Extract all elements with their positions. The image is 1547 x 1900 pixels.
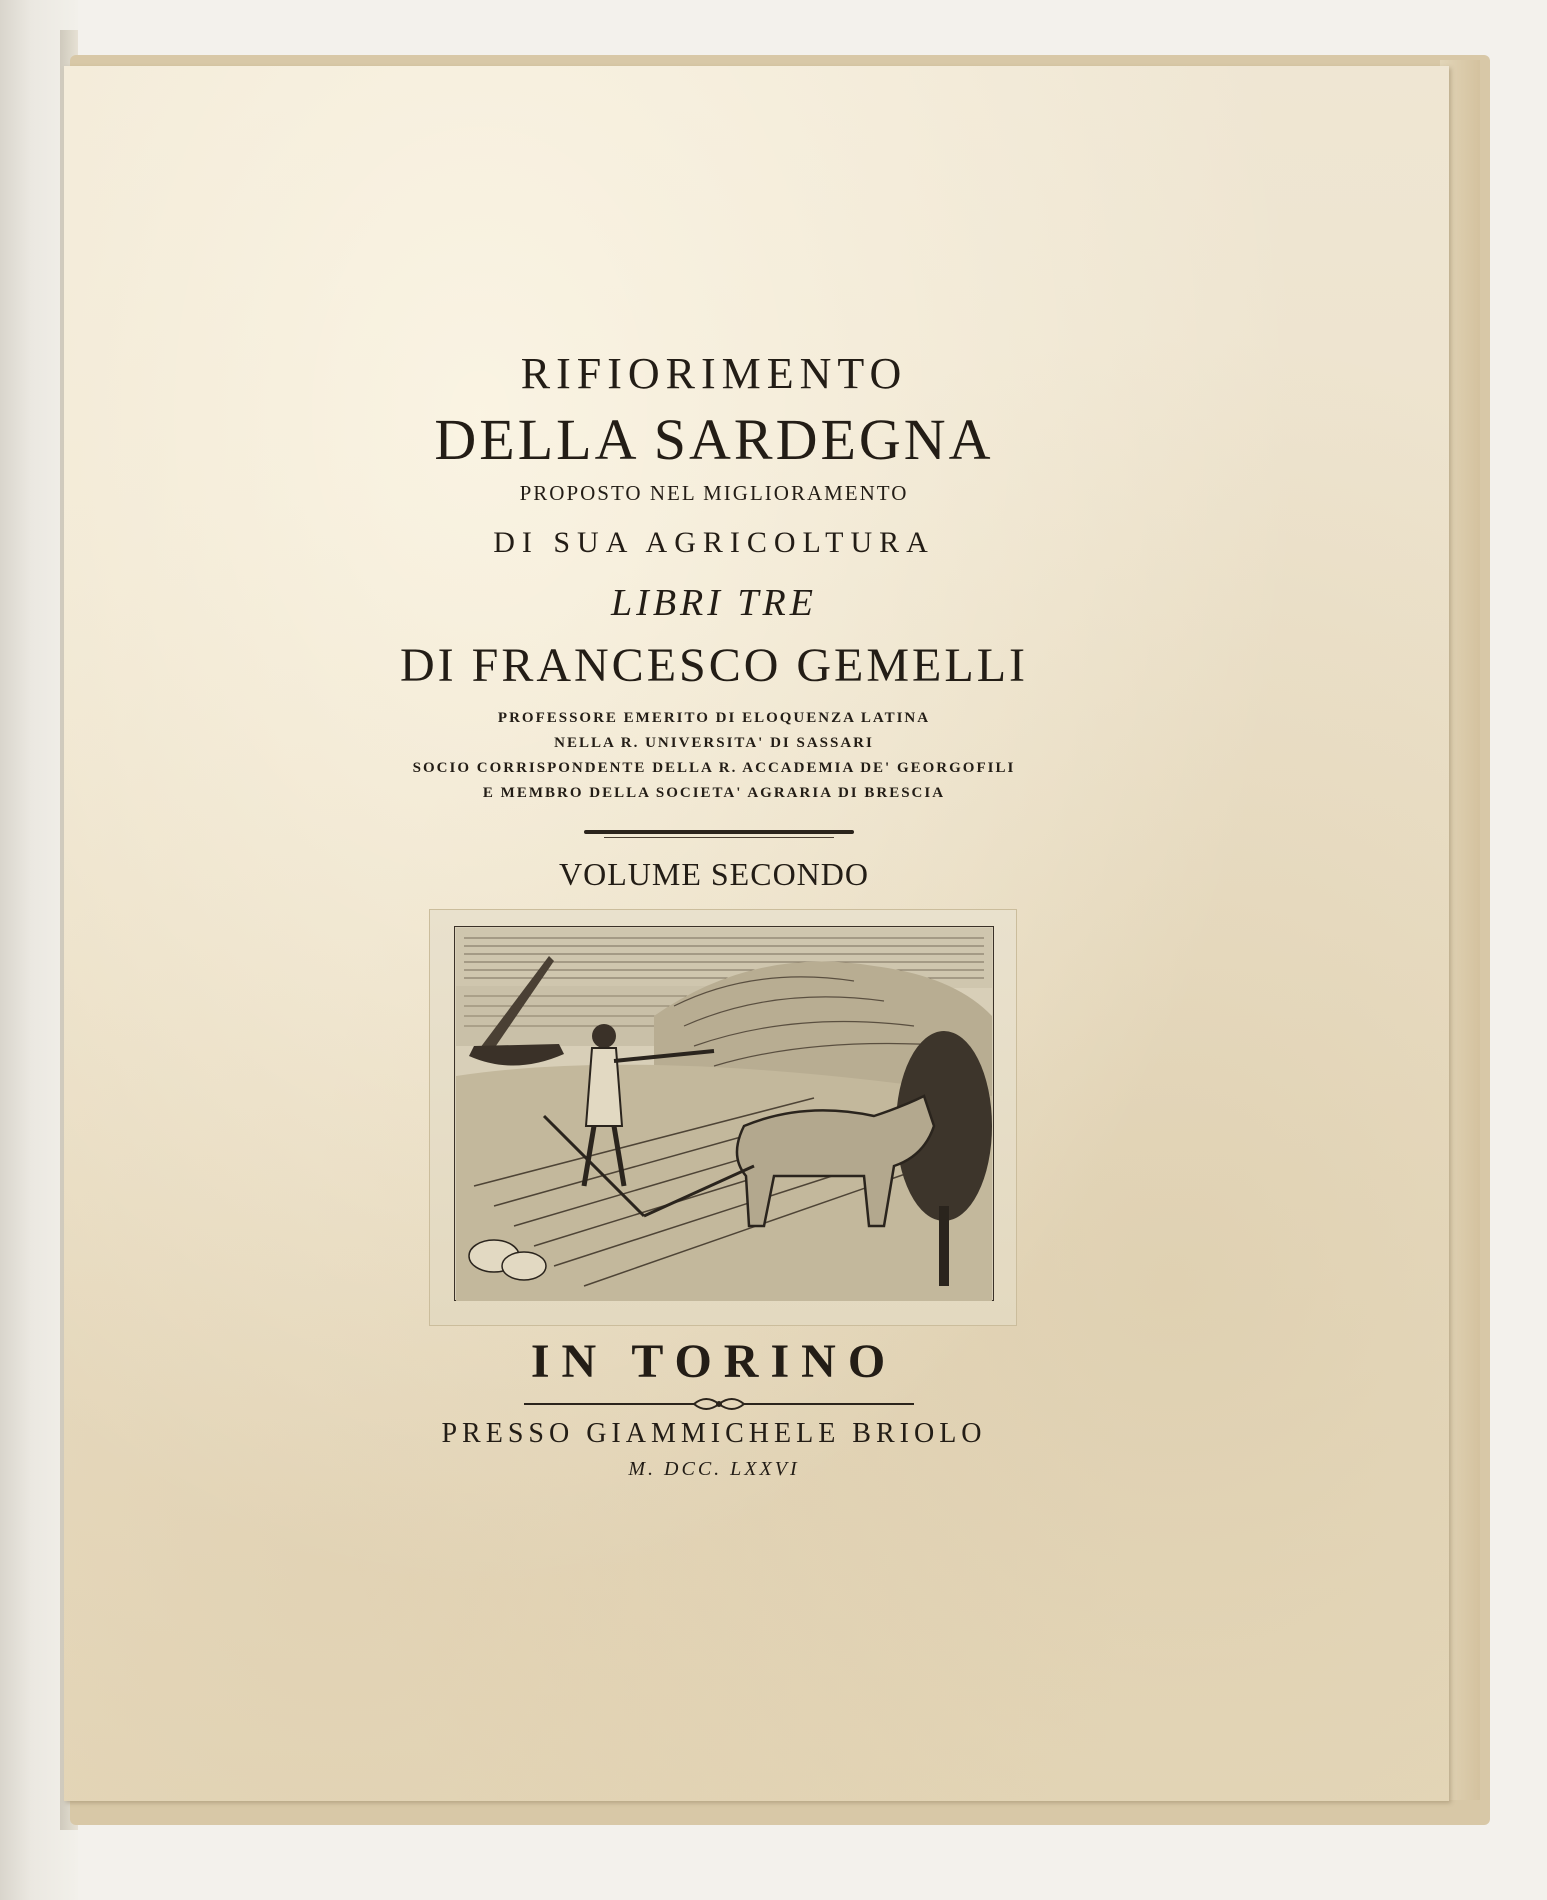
- divider-rule: [584, 830, 854, 834]
- ornament-divider: [524, 1394, 914, 1414]
- imprint-place: IN TORINO: [530, 1335, 898, 1388]
- author-name: DI FRANCESCO GEMELLI: [399, 639, 1028, 692]
- subtitle-line-1: PROPOSTO NEL MIGLIORAMENTO: [519, 481, 909, 505]
- title-line-1: RIFIORIMENTO: [520, 349, 908, 398]
- credential-line: SOCIO CORRISPONDENTE DELLA R. ACCADEMIA DE' GEORGOFILI: [412, 760, 1016, 776]
- imprint-year: M. DCC. LXXVI: [628, 1458, 800, 1480]
- imprint-publisher: PRESSO GIAMMICHELE BRIOLO: [441, 1418, 987, 1449]
- credential-line: PROFESSORE EMERITO DI ELOQUENZA LATINA: [497, 710, 931, 726]
- credential-line: NELLA R. UNIVERSITA' DI SASSARI: [554, 735, 874, 751]
- divider-rule-thin: [604, 837, 834, 838]
- title-line-2: DELLA SARDEGNA: [434, 407, 994, 472]
- subtitle-line-3: LIBRI TRE: [611, 582, 817, 624]
- credential-line: E MEMBRO DELLA SOCIETA' AGRARIA DI BRESCIA: [482, 785, 946, 801]
- engraving-illustration: [454, 926, 994, 1301]
- author-credentials: [64, 706, 1364, 806]
- title-page: [64, 66, 1449, 1801]
- subtitle-line-2: DI SUA AGRICOLTURA: [493, 526, 935, 559]
- volume-label: VOLUME SECONDO: [559, 856, 869, 892]
